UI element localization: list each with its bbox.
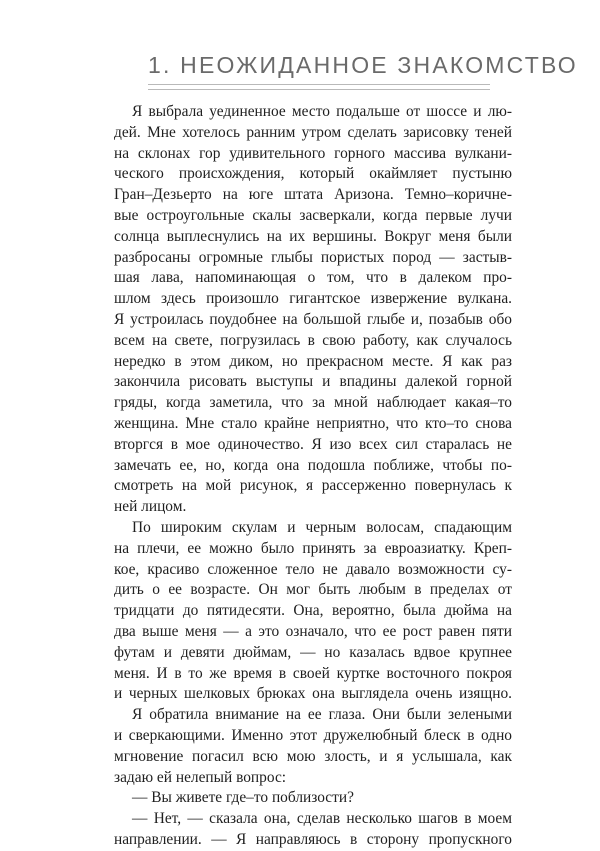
chapter-body xyxy=(114,102,512,851)
text-line: замечать ее, но, когда она подошла поближе, чтобы по- xyxy=(114,456,512,474)
text-line: нередко в этом диком, но прекрасном месте. Я как раз xyxy=(114,352,512,370)
text-line: закончила рисовать выступы и впадины далекой горной xyxy=(114,373,512,391)
text-line: смотреть на мой рисунок, я рассерженно повернулась к xyxy=(114,477,512,495)
text-line: Гран–Дезьерто на юге штата Аризона. Темно–коричне- xyxy=(114,186,512,204)
text-line: два выше меня — а это означало, что ее рост равен пяти xyxy=(114,622,512,640)
chapter-title: 1. НЕОЖИДАННОЕ ЗНАКОМСТВО xyxy=(148,52,578,78)
text-line: и сверкающими. Именно этот дружелюбный блеск в одно xyxy=(114,726,512,744)
text-line: Я устроилась поудобнее на большой глыбе и, позабыв обо xyxy=(114,310,512,328)
text-line: меня. И в то же время в своей куртке восточного покроя xyxy=(114,664,512,682)
text-line: тридцати до пятидесяти. Она, вероятно, была дюйма на xyxy=(114,602,512,620)
text-line: Я выбрала уединенное место подальше от шоссе и лю- xyxy=(132,103,512,120)
title-double-rule xyxy=(148,84,490,90)
text-line: всем на свете, погрузилась в свою работу, как случалось xyxy=(114,331,512,349)
text-line: Я обратила внимание на ее глаза. Они были зелеными xyxy=(132,706,512,724)
text-line: женщина. Мне стало крайне неприятно, что кто–то снова xyxy=(114,414,512,432)
text-line: дей. Мне хотелось ранним утром сделать зарисовку теней xyxy=(114,123,512,141)
text-line: вторгся в мое одиночество. Я изо всех сил старалась не xyxy=(114,435,512,453)
text-line: футам и девяти дюймам, — но казалась вдвое крупнее xyxy=(114,643,512,661)
text-line: шлом здесь произошло гигантское извержение вулкана. xyxy=(114,290,512,308)
text-line: мгновение погасил всю мою злость, и я услышала, как xyxy=(114,747,512,765)
text-line: гряды, когда заметила, что за мной наблюдает какая–то xyxy=(114,394,512,412)
text-line: разбросаны огромные глыбы пористых пород — застыв- xyxy=(114,248,512,266)
text-line: кое, красиво сложенное тело не давало возможности су- xyxy=(114,560,512,578)
text-line: По широким скулам и черным волосам, спадающим xyxy=(132,518,512,536)
text-line: дить о ее возрасте. Он мог быть любым в пределах от xyxy=(114,581,512,599)
text-line: задаю ей нелепый вопрос: xyxy=(114,768,287,786)
text-line: направлении. — Я направляюсь в сторону пропускного xyxy=(114,830,512,848)
text-line: ческого происхождения, который окаймляет пустыню xyxy=(114,165,512,183)
text-line: на склонах гор удивительного горного массива вулкани- xyxy=(114,144,512,162)
text-line: и черных шелковых брюках она выглядела очень изящно. xyxy=(114,685,512,703)
text-line: — Вы живете где–то поблизости? xyxy=(132,789,354,807)
text-line: на плечи, ее можно было принять за евроазиатку. Креп- xyxy=(114,539,512,557)
text-line: шая лава, напоминающая о том, что в далеком про- xyxy=(114,269,512,287)
text-line: — Нет, — сказала она, сделав несколько шагов в моем xyxy=(132,810,512,828)
text-line: вые остроугольные скалы засверкали, когда первые лучи xyxy=(114,206,512,224)
text-line: солнца выплеснулись на их вершины. Вокруг меня были xyxy=(114,227,512,245)
text-line: ней лицом. xyxy=(114,498,187,516)
